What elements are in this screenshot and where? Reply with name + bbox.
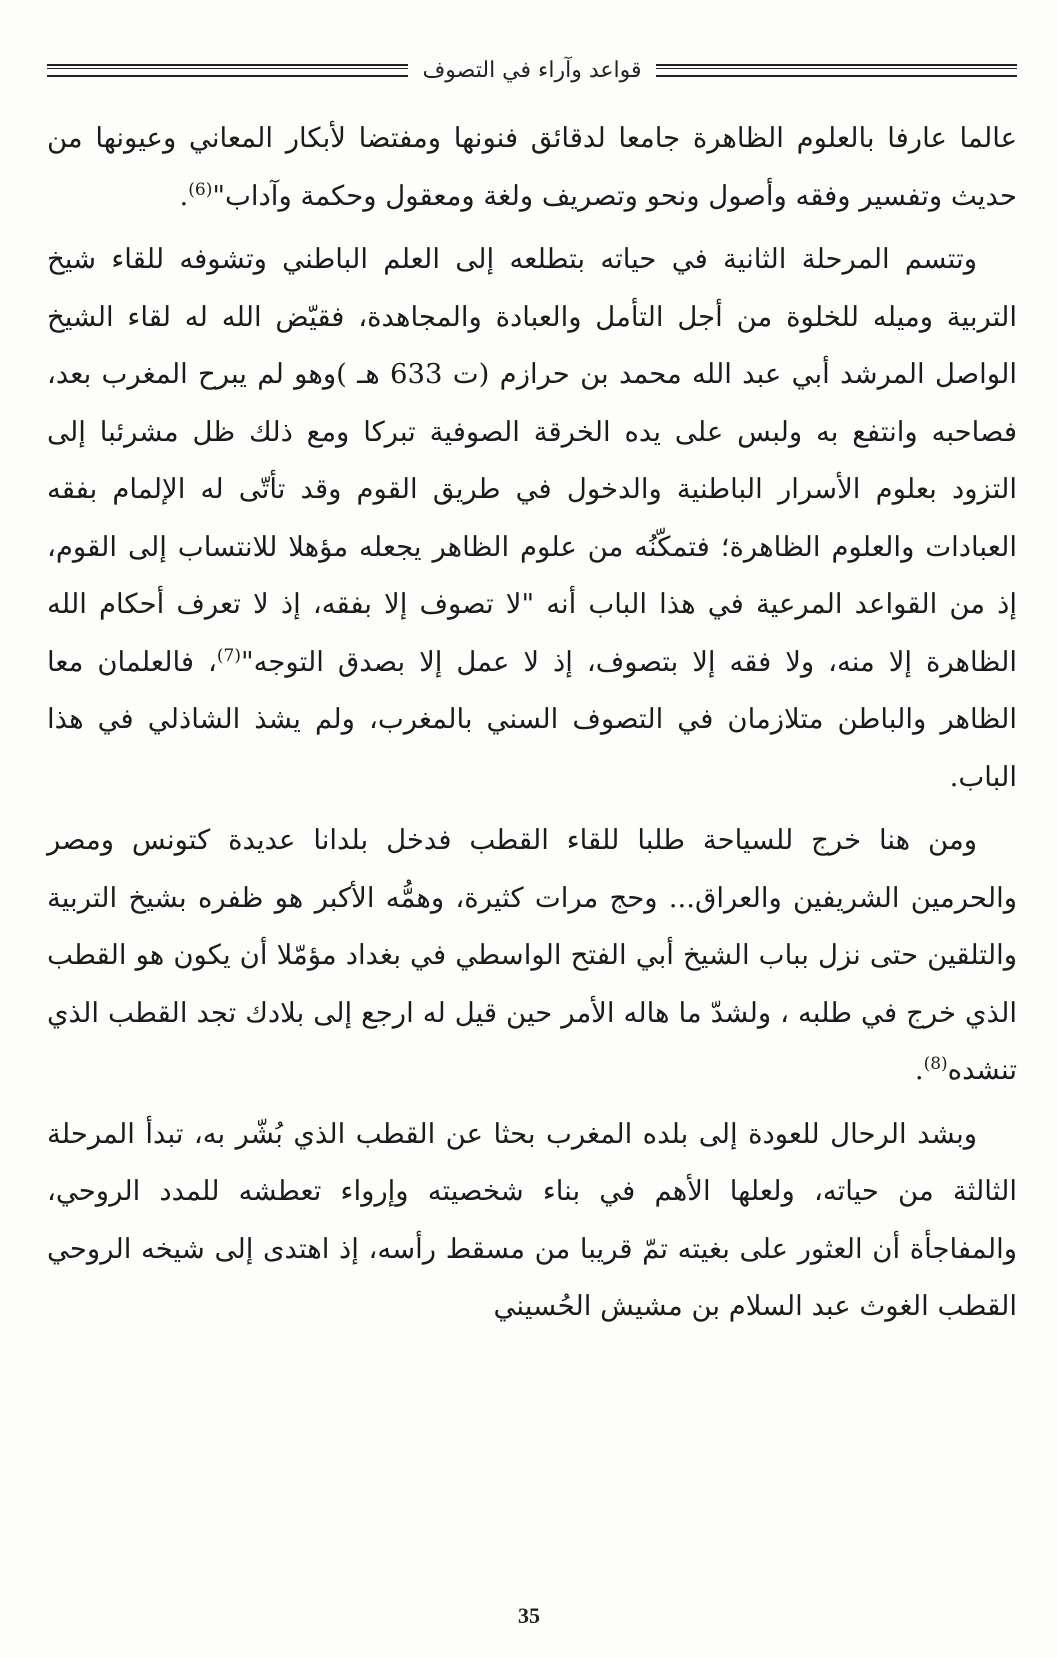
footnote-ref[interactable]: (6) bbox=[188, 179, 213, 200]
paragraph-text: عالما عارفا بالعلوم الظاهرة جامعا لدقائق فنونها ومفتضا لأبكار المعاني وعيونها من حديث وتفسير وفقه وأصول ونحو وتصريف ولغة ومعقول وحكمة وآداب" bbox=[47, 122, 1017, 212]
paragraph-tail: ، فالعلمان معا الظاهر والباطن متلازمان في التصوف السني بالمغرب، ولم يشذ الشاذلي في هذا الباب. bbox=[47, 645, 1017, 793]
paragraph-2 bbox=[47, 231, 1017, 806]
page-number: 35 bbox=[518, 1603, 540, 1628]
footnote-ref[interactable]: (8) bbox=[923, 1053, 948, 1074]
body-text bbox=[47, 110, 1017, 1342]
running-header bbox=[47, 50, 1017, 90]
paragraph-3 bbox=[47, 812, 1017, 1100]
header-rule-right bbox=[656, 64, 1017, 77]
paragraph-text: وتتسم المرحلة الثانية في حياته بتطلعه إلى العلم الباطني وتشوفه للقاء شيخ التربية وميله للخلوة من أجل التأمل والعبادة والمجاهدة، فقيّض الله له لقاء الشيخ الواصل المرشد أبي عبد الله محمد بن حرازم (ت 633 هـ )وهو لم يبرح المغرب بعد، فصاحبه وانتفع به ولبس على يده الخرقة الصوفية تبركا ومع ذلك ظل مشرئبا إلى التزود بعلوم الأسرار الباطنية والدخول في طريق القوم وقد تأتّى له الإلمام بفقه العبادات والعلوم الظاهرة؛ فتمكّنُه من علوم الظاهر يجعله مؤهلا للانتساب إلى القوم، إذ من القواعد المرعية في هذا الباب أنه "لا تصوف إلا بفقه، إذ لا تعرف أحكام الله الظاهرة إلا منه، ولا فقه إلا بتصوف، إذ لا عمل إلا بصدق التوجه" bbox=[47, 243, 1018, 678]
header-title: قواعد وآراء في التصوف bbox=[422, 57, 642, 83]
paragraph-1 bbox=[47, 110, 1017, 225]
header-rule-left bbox=[47, 64, 408, 77]
footnote-ref[interactable]: (7) bbox=[216, 645, 241, 666]
paragraph-text: ومن هنا خرج للسياحة طلبا للقاء القطب فدخل بلدانا عديدة كتونس ومصر والحرمين الشريفين والعراق... وحج مرات كثيرة، وهمُّه الأكبر هو ظفره بشيخ التربية والتلقين حتى نزل بباب الشيخ أبي الفتح الواسطي في بغداد مؤمّلا أن يكون هو القطب الذي خرج في طلبه ، ولشدّ ما هاله الأمر حين قيل له ارجع إلى بلادك تجد القطب الذي تنشده bbox=[47, 824, 1017, 1086]
paragraph-4 bbox=[47, 1106, 1017, 1336]
paragraph-tail: . bbox=[179, 179, 189, 212]
paragraph-text: وبشد الرحال للعودة إلى بلده المغرب بحثا عن القطب الذي بُشّر به، تبدأ المرحلة الثالثة من حياته، ولعلها الأهم في بناء شخصيته وإرواء تعطشه للمدد الروحي، والمفاجأة أن العثور على بغيته تمّ قريبا من مسقط رأسه، إذ اهتدى إلى شيخه الروحي القطب الغوث عبد السلام بن مشيش الحُسيني bbox=[47, 1117, 1017, 1322]
paragraph-tail: . bbox=[914, 1054, 924, 1086]
